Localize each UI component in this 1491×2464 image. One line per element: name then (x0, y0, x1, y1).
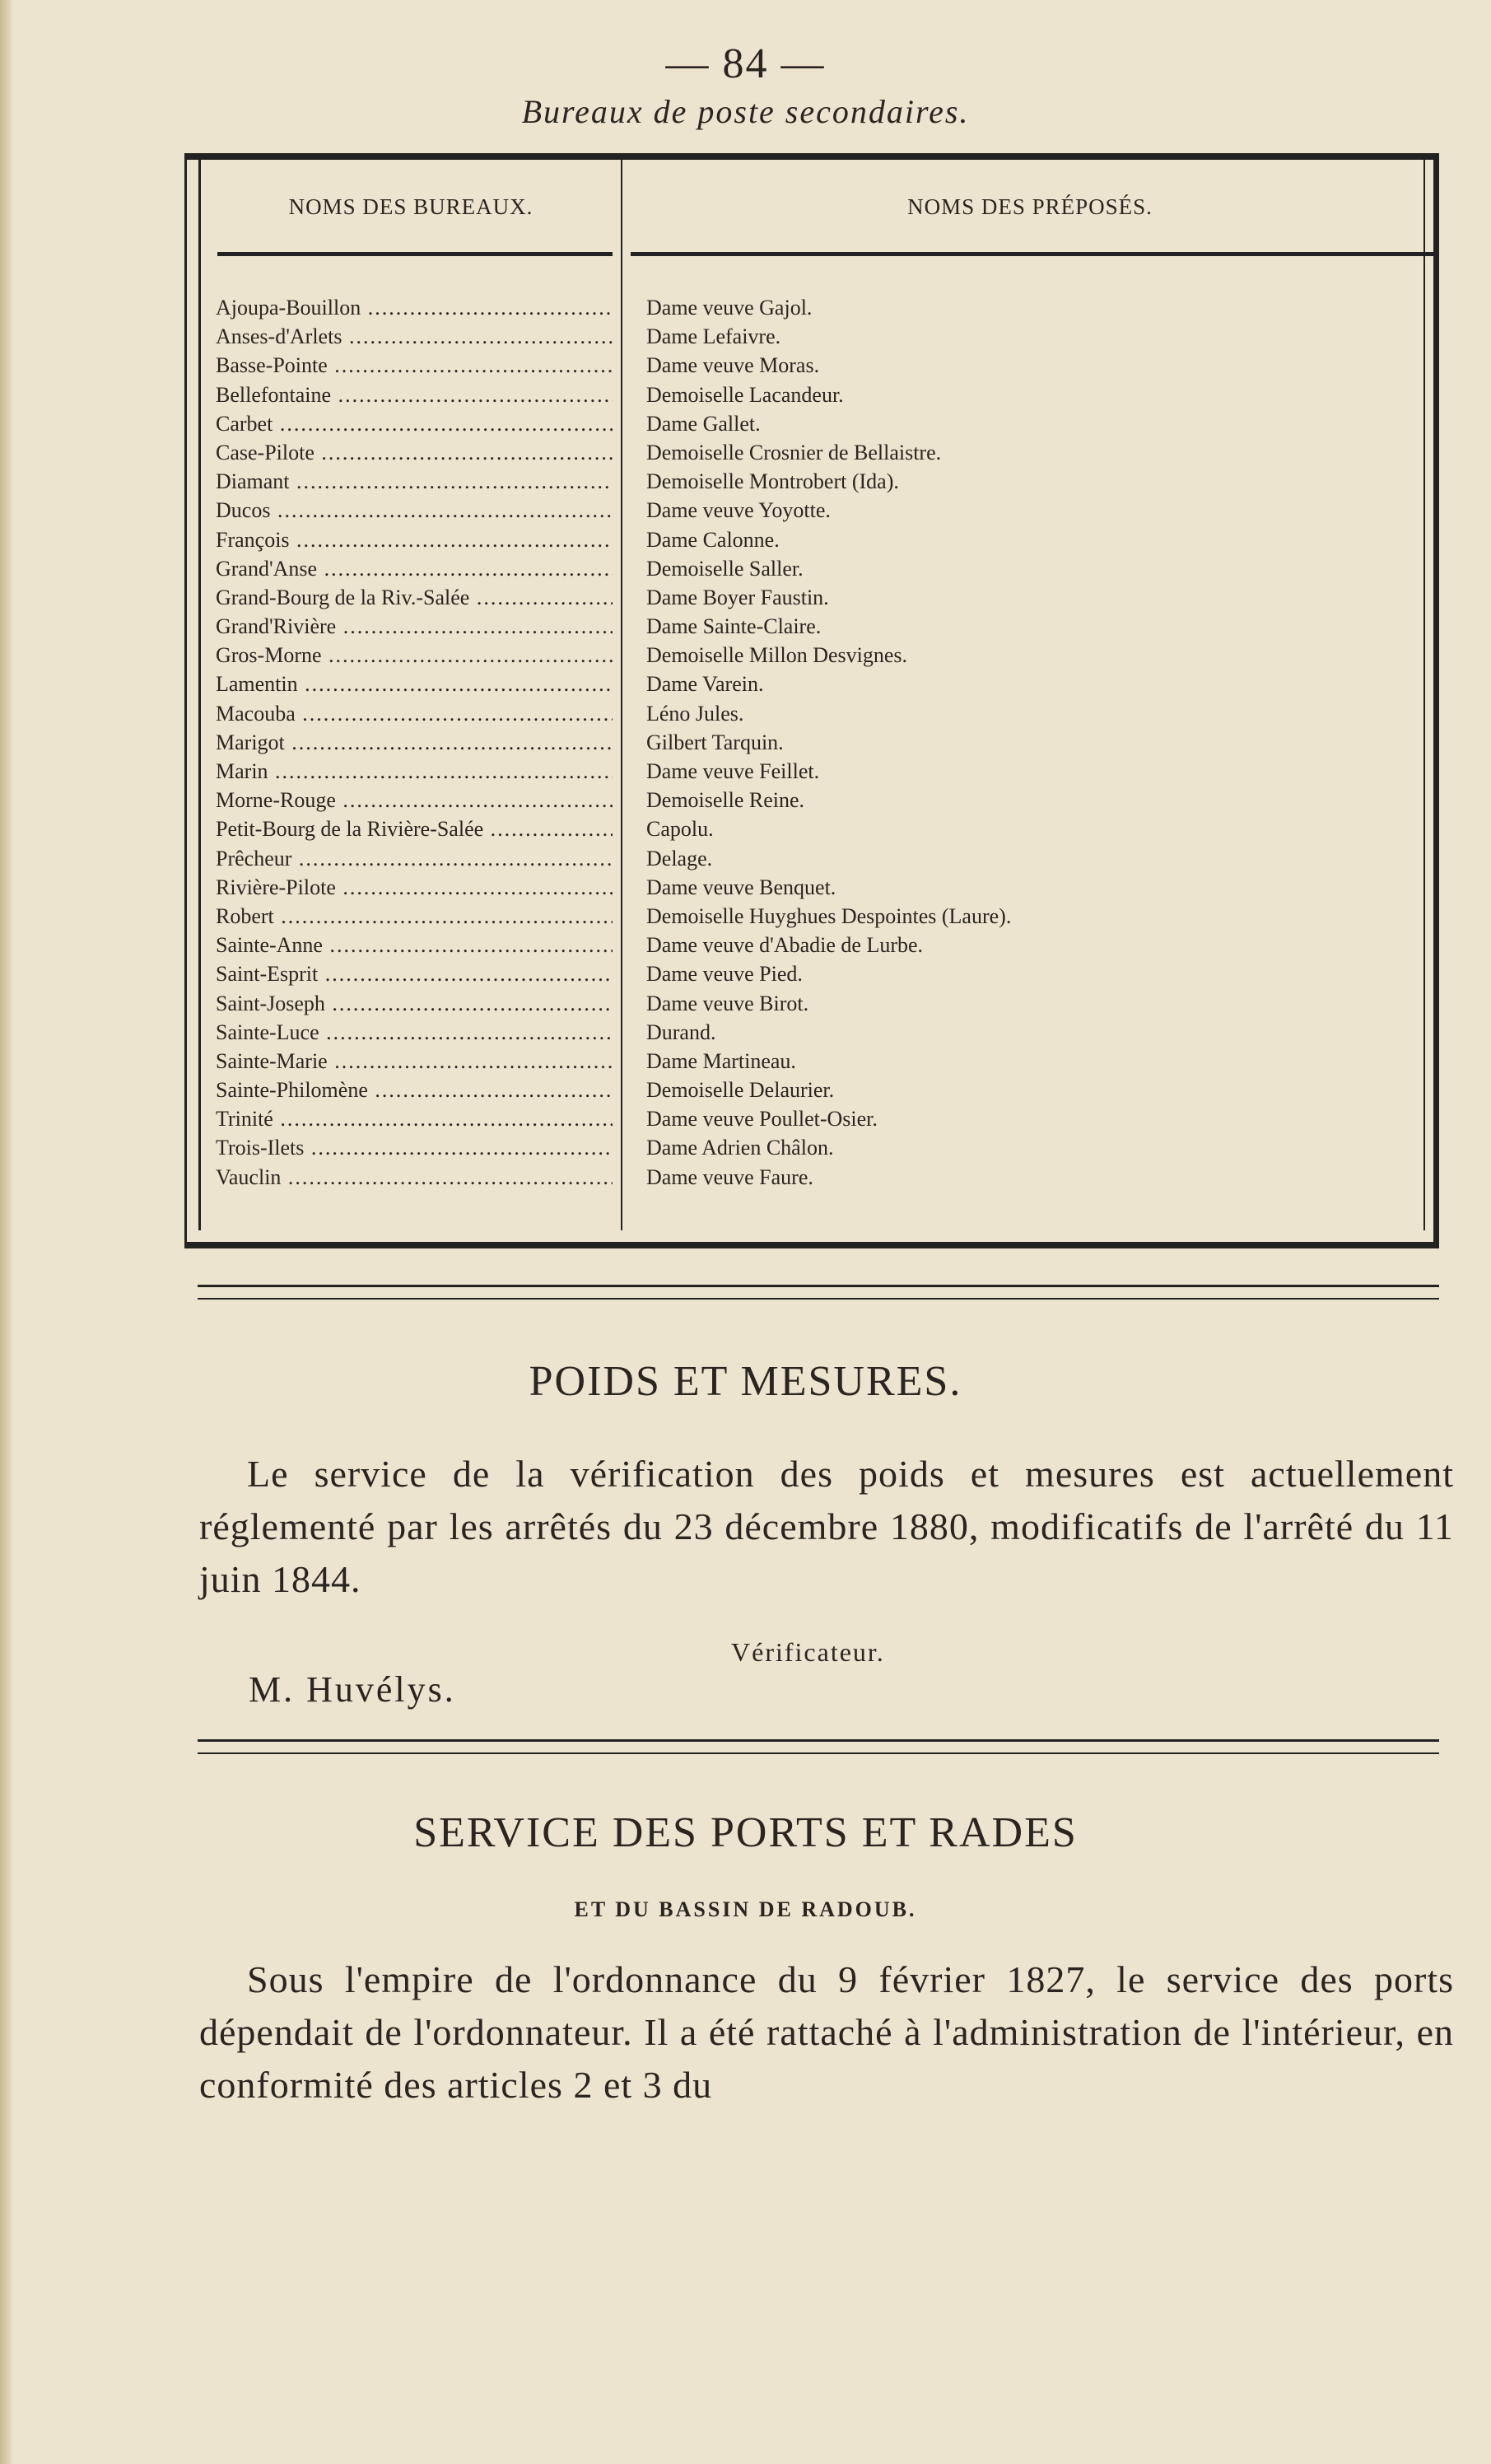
prepose-name: Dame veuve Gajol. (646, 296, 813, 320)
prepose-name: Dame veuve Feillet. (646, 759, 820, 783)
table-row (216, 554, 1423, 583)
bureau-name: Vauclin ..... (216, 1163, 613, 1192)
table-row (216, 496, 1423, 525)
prepose-name: Durand. (646, 1020, 716, 1044)
bureau-name: Trois-Ilets ..... (216, 1133, 613, 1162)
bureau-name: Trinité ..... (216, 1104, 613, 1133)
bureau-name: Ajoupa-Bouillon ..... (216, 293, 613, 322)
page-subtitle: Bureaux de poste secondaires. (521, 93, 970, 130)
prepose-name: Demoiselle Huyghues Despointes (Laure). (646, 903, 1012, 928)
bureau-name: François ..... (216, 525, 613, 554)
prepose-name: Demoiselle Lacandeur. (646, 382, 844, 407)
header-bureaux: NOMS DES BUREAUX. (288, 194, 533, 219)
prepose-name: Dame veuve Moras. (646, 353, 820, 378)
table-row (216, 293, 1423, 322)
prepose-name: Dame Calonne. (646, 527, 780, 552)
table-row (216, 786, 1423, 814)
bureau-name: Marin ..... (216, 757, 613, 786)
table-row (216, 989, 1423, 1018)
table-row (216, 1104, 1423, 1133)
bureau-name: Anses-d'Arlets ..... (216, 322, 613, 351)
section-rule (198, 1739, 1439, 1742)
prepose-name: Demoiselle Saller. (646, 556, 804, 581)
bureau-name: Sainte-Luce ..... (216, 1018, 613, 1047)
bureau-name: Morne-Rouge ..... (216, 786, 613, 814)
prepose-name: Dame Boyer Faustin. (646, 585, 829, 609)
table-row (216, 670, 1423, 698)
table-inner-frame (198, 160, 1425, 1230)
table-row (216, 757, 1423, 786)
prepose-name: Dame Adrien Châlon. (646, 1136, 834, 1160)
bureau-name: Petit-Bourg de la Rivière-Salée ..... (216, 814, 613, 843)
bureaux-table (184, 153, 1439, 1248)
prepose-name: Demoiselle Millon Desvignes. (646, 643, 908, 668)
bureau-name: Grand-Bourg de la Riv.-Salée ..... (216, 583, 613, 612)
bureau-name: Basse-Pointe ..... (216, 351, 613, 380)
bureau-name: Sainte-Marie ..... (216, 1047, 613, 1076)
bureau-name: Ducos ..... (216, 496, 613, 525)
table-rows (216, 293, 1423, 1192)
table-row (216, 583, 1423, 612)
table-row (216, 380, 1423, 409)
page-edge (0, 0, 12, 2464)
bureau-name: Case-Pilote ..... (216, 438, 613, 467)
ports-paragraph (199, 1953, 1454, 2112)
prepose-name: Dame Lefaivre. (646, 324, 781, 349)
table-row (216, 467, 1423, 496)
table-row (216, 699, 1423, 728)
bureau-name: Grand'Rivière ..... (216, 612, 613, 641)
table-row (216, 351, 1423, 380)
prepose-name: Dame Gallet. (646, 411, 761, 436)
bureau-name: Marigot ..... (216, 728, 613, 757)
bureau-name: Diamant ..... (216, 467, 613, 496)
table-row (216, 1018, 1423, 1047)
table-row (216, 902, 1423, 931)
bureau-name: Grand'Anse ..... (216, 554, 613, 583)
table-row (216, 641, 1423, 670)
prepose-name: Demoiselle Delaurier. (646, 1078, 835, 1103)
bureau-name: Macouba ..... (216, 699, 613, 728)
prepose-name: Dame veuve Yoyotte. (646, 498, 831, 523)
bureau-name: Bellefontaine ..... (216, 380, 613, 409)
prepose-name: Capolu. (646, 817, 714, 842)
prepose-name: Delage. (646, 846, 713, 870)
verificateur-label: Vérificateur. (731, 1637, 885, 1667)
section-rule (198, 1752, 1439, 1754)
prepose-name: Demoiselle Crosnier de Bellaistre. (646, 440, 942, 464)
prepose-name: Dame veuve Faure. (646, 1164, 813, 1189)
table-row (216, 612, 1423, 641)
table-row (216, 931, 1423, 959)
bureau-name: Prêcheur ..... (216, 844, 613, 873)
section-rule (198, 1285, 1439, 1287)
poids-paragraph (199, 1448, 1454, 1606)
bureau-name: Gros-Morne ..... (216, 641, 613, 670)
prepose-name: Dame Varein. (646, 672, 764, 697)
table-row (216, 1133, 1423, 1162)
table-row (216, 1163, 1423, 1192)
prepose-name: Demoiselle Reine. (646, 788, 805, 813)
bureau-name: Carbet ..... (216, 409, 613, 438)
ports-subtitle: ET DU BASSIN DE RADOUB. (574, 1897, 917, 1921)
bureau-name: Saint-Joseph ..... (216, 989, 613, 1018)
poids-text: Le service de la vérification des poids et mesures est actuellement réglementé par les arrêtés du 23 décembre 1880, modificatifs de l'arrêté du 11 juin 1844. (199, 1453, 1454, 1600)
ports-title: SERVICE DES PORTS ET RADES (413, 1809, 1078, 1856)
bureau-name: Sainte-Philomène ..... (216, 1076, 613, 1104)
page-number: — 84 — (665, 40, 826, 87)
prepose-name: Dame veuve Birot. (646, 991, 809, 1015)
prepose-name: Léno Jules. (646, 701, 744, 726)
prepose-name: Dame veuve Poullet-Osier. (646, 1107, 878, 1132)
header-rule-right (631, 252, 1433, 256)
table-row (216, 844, 1423, 873)
table-row (216, 438, 1423, 467)
ports-text: Sous l'empire de l'ordonnance du 9 février 1827, le service des ports dépendait de l'ordonnateur. Il a été rattaché à l'administration de l'intérieur, en conformité des articles 2 et 3 du (199, 1958, 1454, 2106)
bureau-name: Rivière-Pilote ..... (216, 873, 613, 902)
table-row (216, 409, 1423, 438)
bureau-name: Robert ..... (216, 902, 613, 931)
header-rule-left (217, 252, 613, 256)
table-row (216, 728, 1423, 757)
prepose-name: Dame veuve d'Abadie de Lurbe. (646, 933, 924, 958)
bureau-name: Saint-Esprit ..... (216, 959, 613, 988)
table-row (216, 1047, 1423, 1076)
table-row (216, 873, 1423, 902)
table-row (216, 525, 1423, 554)
prepose-name: Dame veuve Pied. (646, 962, 803, 987)
bureau-name: Sainte-Anne ..... (216, 931, 613, 959)
prepose-name: Dame veuve Benquet. (646, 875, 836, 899)
table-row (216, 814, 1423, 843)
bureau-name: Lamentin ..... (216, 670, 613, 698)
prepose-name: Demoiselle Montrobert (Ida). (646, 469, 899, 494)
table-row (216, 1076, 1423, 1104)
header-preposes: NOMS DES PRÉPOSÉS. (907, 194, 1153, 219)
table-row (216, 959, 1423, 988)
section-rule (198, 1298, 1439, 1300)
prepose-name: Gilbert Tarquin. (646, 730, 784, 754)
table-row (216, 322, 1423, 351)
poids-title: POIDS ET MESURES. (529, 1358, 962, 1405)
prepose-name: Dame Sainte-Claire. (646, 614, 822, 639)
verificateur-name: M. Huvélys. (249, 1669, 456, 1710)
prepose-name: Dame Martineau. (646, 1048, 796, 1073)
